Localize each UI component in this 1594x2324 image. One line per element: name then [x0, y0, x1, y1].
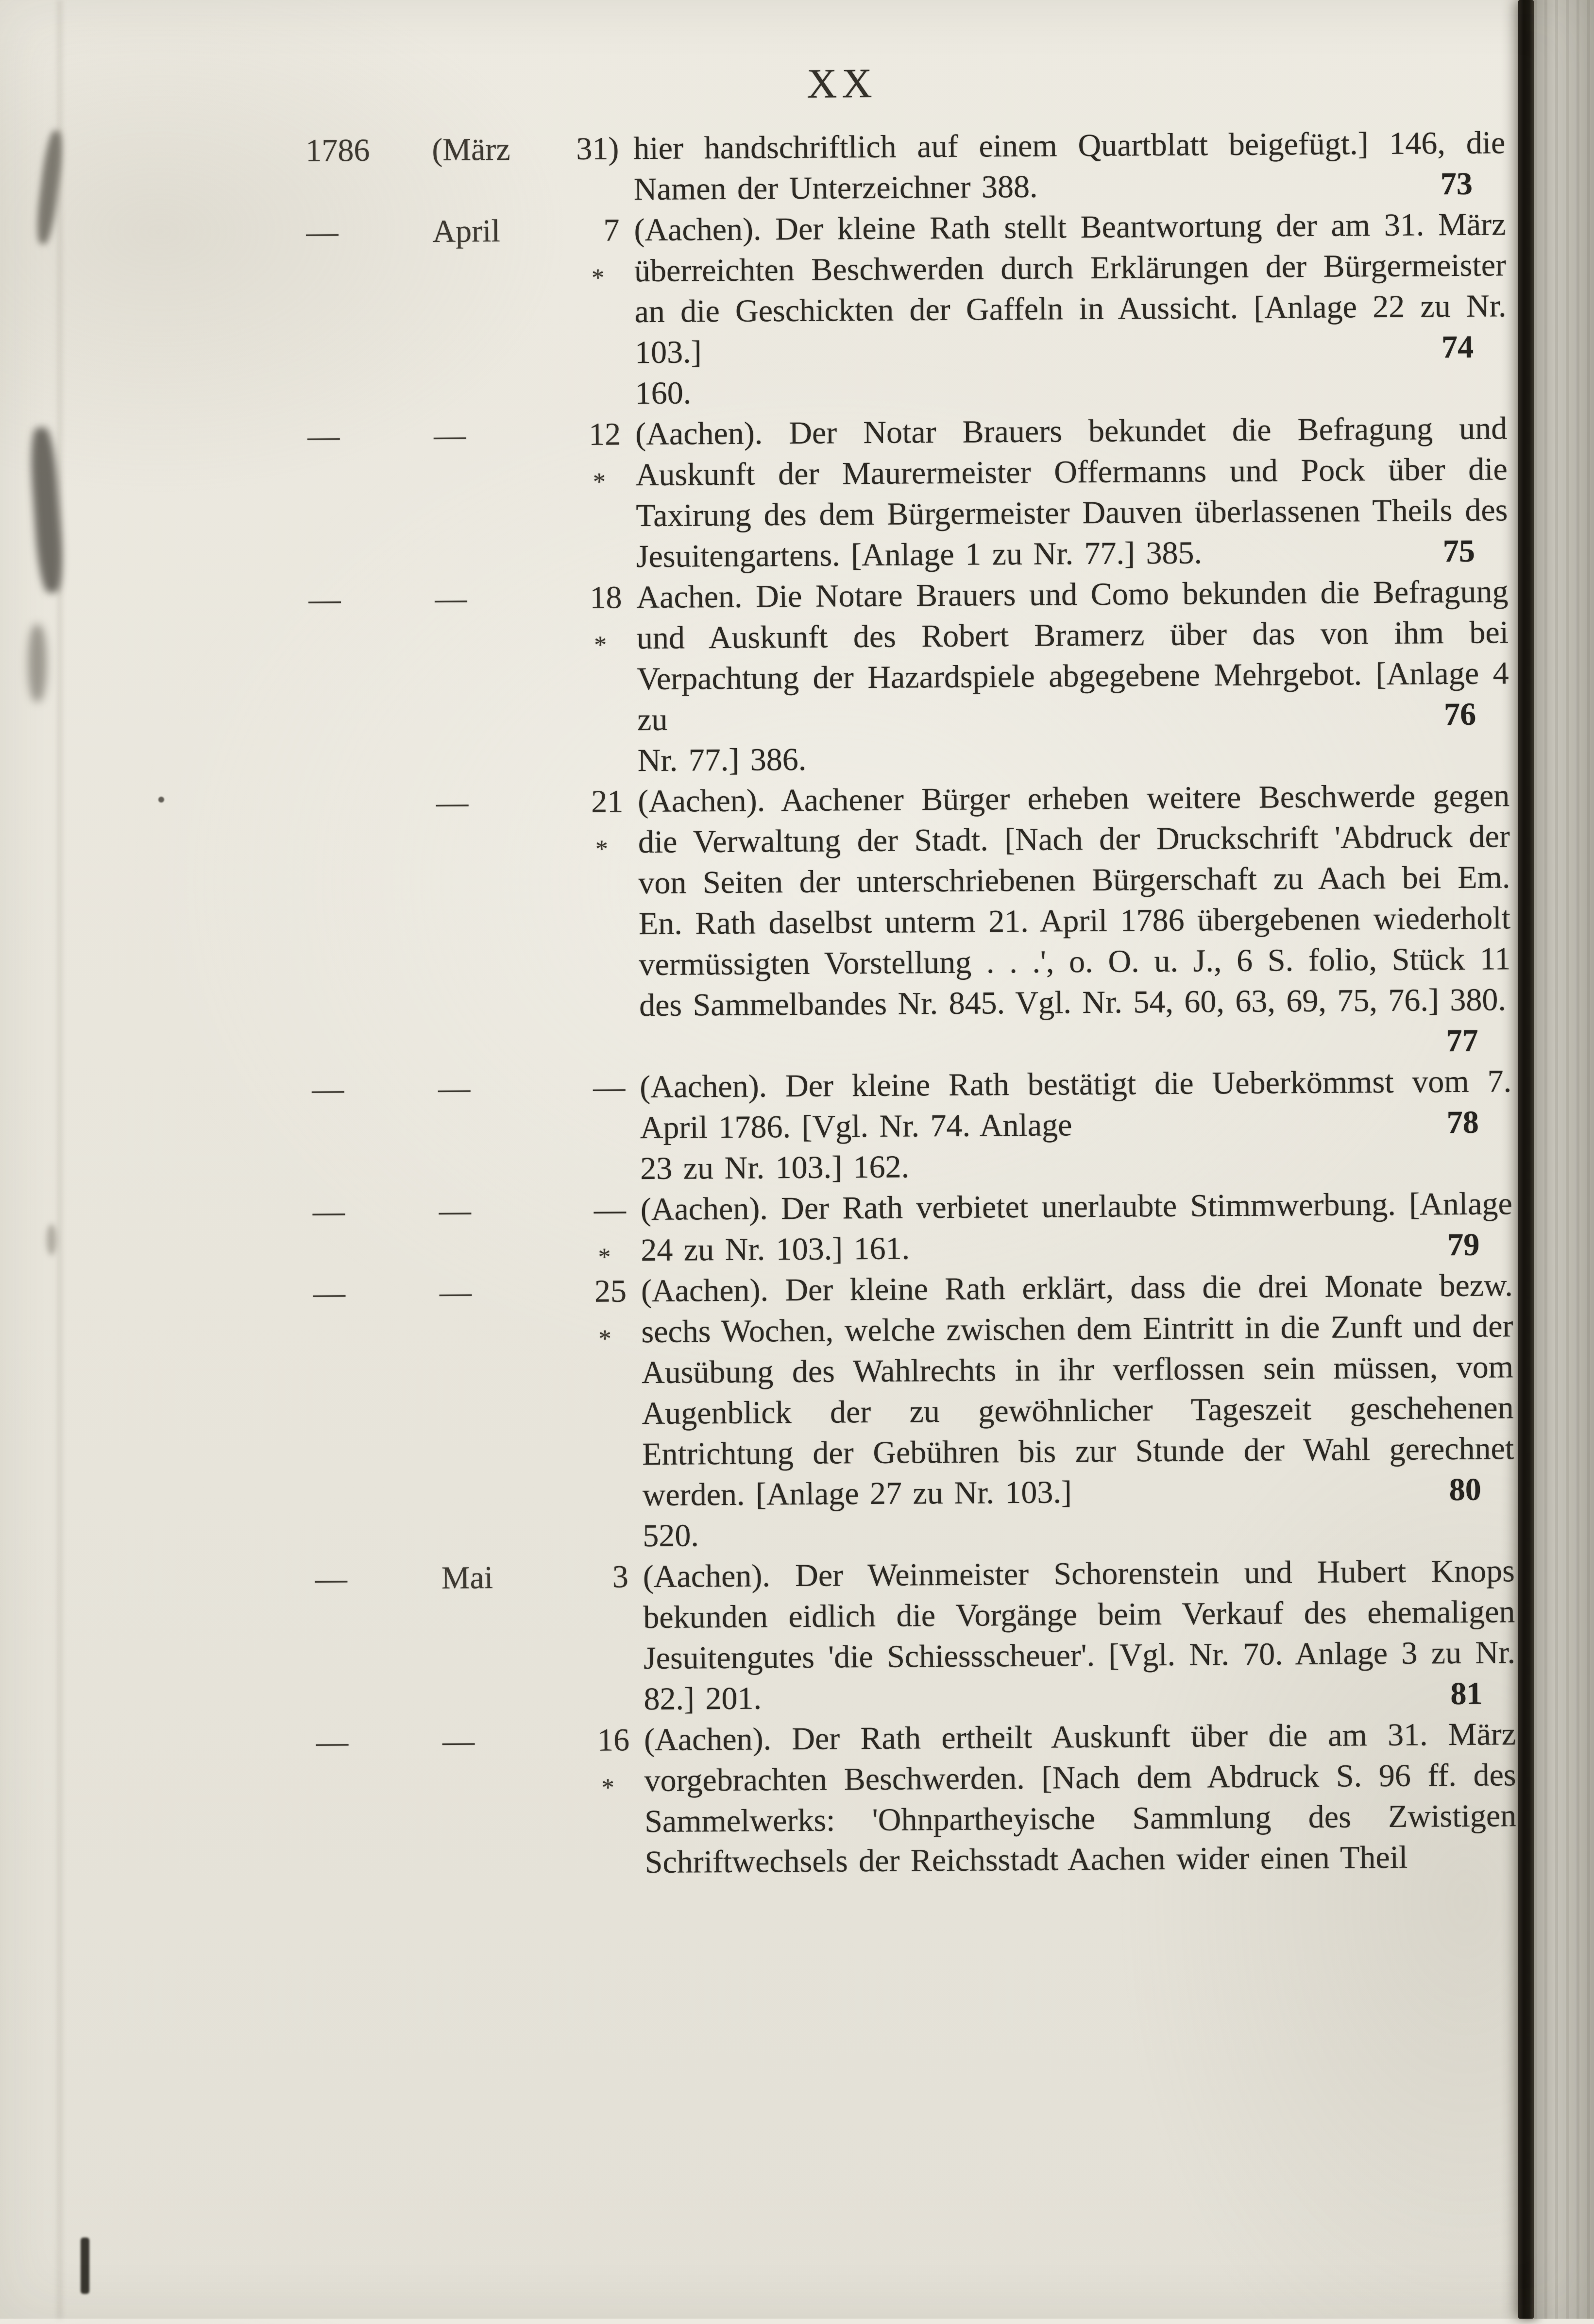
- entry-text: [598, 1183, 1513, 1271]
- entry-year: —: [316, 1724, 349, 1760]
- entry-month: —: [434, 417, 466, 453]
- entry-body-text: Aachen. Die Notare Brauers und Como bekunden die Befragung und Auskunft des Robert Bramerz über das von ihm bei Verpachtung der Hazardspiele abgegebene Mehrgebot. [Anlage 4 zu: [636, 574, 1509, 738]
- register-entry: [316, 1714, 1517, 1885]
- entry-year: —: [308, 581, 341, 617]
- entry-number: 81: [1450, 1675, 1483, 1712]
- entry-year: —: [306, 214, 339, 250]
- margin-asterisk: *: [598, 1243, 611, 1271]
- entry-year: —: [307, 418, 340, 454]
- entry-text: [628, 1551, 1516, 1720]
- entry-tail-text: 23 zu Nr. 103.] 162.: [640, 1149, 910, 1187]
- entry-tail-text: 520.: [643, 1518, 699, 1554]
- entry-day: 31): [576, 131, 619, 167]
- entry-month: —: [436, 785, 469, 820]
- entry-month: —: [439, 1193, 472, 1229]
- margin-asterisk: *: [593, 468, 606, 496]
- margin-asterisk: *: [601, 1774, 614, 1802]
- entry-day: —: [594, 1192, 627, 1228]
- entry-day: 12: [589, 416, 621, 452]
- register-entry: [308, 571, 1509, 783]
- entry-month: Mai: [441, 1560, 493, 1596]
- entry-body-text: (Aachen). Der Rath verbietet unerlaubte Stimmwerbung. [Anlage 24 zu Nr. 103.] 161.: [640, 1186, 1513, 1268]
- entry-number: 74: [1441, 329, 1474, 365]
- margin-asterisk: *: [598, 1325, 611, 1353]
- entry-body-text: (Aachen). Der kleine Rath stellt Beantwortung der am 31. März überreichten Beschwerden durch Erklärungen der Bürgermeister an die Geschickten der Gaffeln in Aussicht. [Anlage 22 zu Nr. 103.]: [634, 206, 1507, 371]
- margin-asterisk: *: [594, 631, 607, 659]
- register-list: [305, 122, 1517, 1885]
- margin-asterisk: *: [595, 835, 609, 863]
- entry-day: 18: [590, 580, 622, 615]
- entry-body-text: (Aachen). Der Rath ertheilt Auskunft über die am 31. März vorgebrachten Beschwerden. [Nach dem Abdruck S. 96 ff. des Sammelwerks: 'Ohnpartheyische Sammlung des Zwistigen Schriftwechsels der Reichsstadt Aachen wider einen Theil: [644, 1716, 1517, 1880]
- entry-day: 7: [603, 212, 620, 248]
- entry-month: —: [442, 1723, 475, 1759]
- entry-year: [310, 783, 438, 1069]
- register-entry: [310, 775, 1511, 1069]
- entry-month: April: [432, 213, 501, 249]
- entry-year: —: [312, 1194, 345, 1230]
- entry-text: [625, 1061, 1512, 1189]
- entry-month: —: [439, 1274, 472, 1310]
- entry-number: 73: [1440, 166, 1473, 202]
- entry-text: [591, 204, 1507, 414]
- entry-body-text: hier handschriftlich auf einem Quartblatt beigefügt.] 146, die Namen der Unterzeichner 388.: [633, 125, 1506, 207]
- entry-tail-text: 160.: [635, 375, 692, 411]
- register-entry: [312, 1061, 1512, 1191]
- entry-number: 75: [1442, 533, 1475, 569]
- entry-day: 21: [591, 784, 624, 820]
- entry-year: 1786: [305, 132, 370, 169]
- register-entry: [305, 122, 1506, 212]
- entry-body-text: (Aachen). Der kleine Rath bestätigt die Ueberkömmst vom 7. April 1786. [Vgl. Nr. 74. Anlage: [639, 1063, 1512, 1146]
- entry-month: (März: [432, 131, 510, 168]
- register-entry: [313, 1265, 1515, 1558]
- entry-tail-text: Nr. 77.] 386.: [637, 741, 807, 779]
- entry-day: —: [593, 1069, 626, 1105]
- entry-body-text: (Aachen). Der Notar Brauers bekundet die Befragung und Auskunft der Maurermeister Offermanns und Pock über die Taxirung des dem Bürgermeister Dauven überlassenen Theils des Jesuitengartens. [Anlage 1 zu Nr. 77.] 385.: [635, 410, 1508, 575]
- entry-number: 76: [1443, 696, 1476, 733]
- entry-number: 80: [1449, 1471, 1481, 1508]
- entry-number: 77: [1446, 1023, 1478, 1059]
- page-number-header: XX: [807, 59, 877, 107]
- entry-number: 78: [1446, 1104, 1479, 1141]
- entry-month: —: [435, 581, 467, 616]
- entry-number: 79: [1447, 1227, 1480, 1263]
- margin-asterisk: *: [591, 264, 605, 292]
- entry-day: 25: [594, 1273, 627, 1309]
- entry-text: [619, 122, 1506, 210]
- entry-body-text: (Aachen). Der kleine Rath erklärt, dass die drei Monate bezw. sechs Wochen, welche zwischen dem Eintritt in die Zunft und der Ausübung des Wahlrechts in ihr verflossen sein müssen, vom Augenblick der zu gewöhnlicher Tageszeit geschehenen Entrichtung der Gebühren bis zur Stunde der Wahl gerechnet werden. [Anlage 27 zu Nr. 103.]: [641, 1267, 1514, 1513]
- register-entry: [307, 408, 1508, 579]
- entry-day: 3: [612, 1559, 629, 1595]
- register-entry: [313, 1183, 1513, 1273]
- entry-year: —: [313, 1275, 346, 1311]
- entry-month: —: [438, 1070, 471, 1106]
- entry-body-text: (Aachen). Aachener Bürger erheben weitere Beschwerde gegen die Verwaltung der Stadt. [Nach der Druckschrift 'Abdruck der von Seiten der unterschriebenen Bürgerschaft zu Aach bei Em. En. Rath daselbst unterm 21. April 1786 übergebenen wiederholt vermüssigten Vorstellung . . .', o. O. u. J., 6 S. folio, Stück 11 des Sammelbandes Nr. 845. Vgl. Nr. 54, 60, 63, 69, 75, 76.] 380.: [638, 778, 1511, 1024]
- register-entry: [306, 204, 1507, 416]
- entry-year: —: [315, 1561, 348, 1597]
- register-entry: [315, 1551, 1516, 1722]
- entry-body-text: (Aachen). Der Weinmeister Schorenstein und Hubert Knops bekunden eidlich die Vorgänge beim Verkauf des ehemaligen Jesuitengutes 'die Schiessscheuer'. [Vgl. Nr. 70. Anlage 3 zu Nr. 82.] 201.: [643, 1553, 1516, 1717]
- entry-year: —: [311, 1071, 344, 1107]
- entry-day: 16: [597, 1722, 630, 1758]
- entry-text: [595, 775, 1511, 1067]
